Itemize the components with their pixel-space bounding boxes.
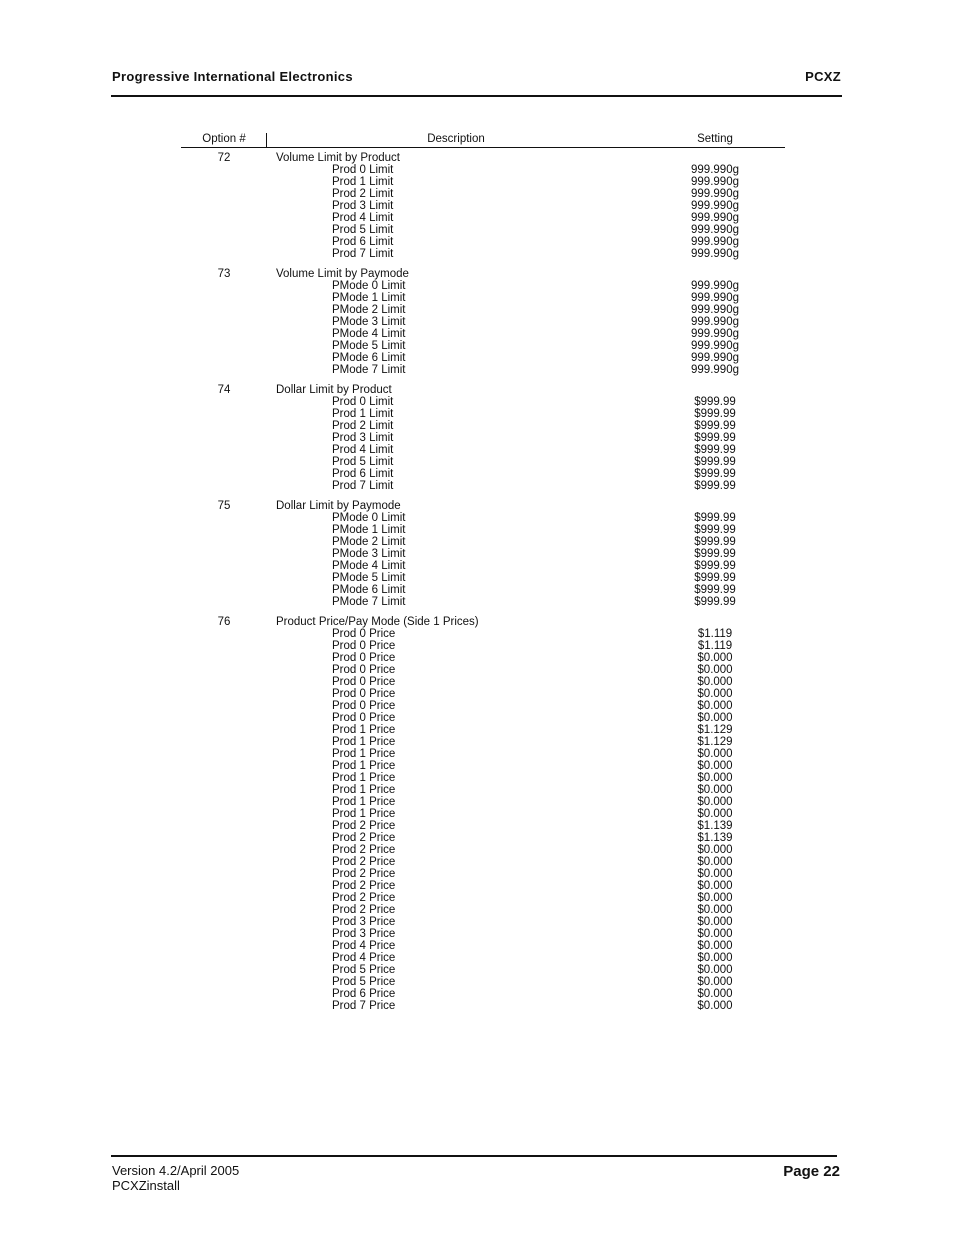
setting-value: $0.000 (697, 712, 733, 724)
option-group (0, 268, 954, 376)
setting-value: 999.990g (691, 364, 739, 376)
option-title: Product Price/Pay Mode (Side 1 Prices) (276, 616, 479, 628)
setting-value: $0.000 (697, 844, 733, 856)
option-title-row (0, 616, 954, 628)
setting-label: Prod 5 Price (332, 964, 396, 976)
setting-row (0, 892, 954, 904)
setting-row (0, 328, 954, 340)
setting-label: PMode 1 Limit (332, 292, 406, 304)
setting-value: 999.990g (691, 200, 739, 212)
setting-row (0, 700, 954, 712)
footer-info (112, 1163, 239, 1193)
setting-label: PMode 6 Limit (332, 352, 406, 364)
setting-label: PMode 5 Limit (332, 340, 406, 352)
setting-value: 999.990g (691, 280, 739, 292)
setting-label: PMode 5 Limit (332, 572, 406, 584)
setting-label: Prod 1 Price (332, 772, 396, 784)
setting-value: 999.990g (691, 352, 739, 364)
setting-value: $0.000 (697, 952, 733, 964)
setting-value: $999.99 (694, 512, 736, 524)
header-rule (111, 95, 842, 97)
setting-label: Prod 4 Limit (332, 444, 394, 456)
setting-label: PMode 4 Limit (332, 328, 406, 340)
setting-label: PMode 3 Limit (332, 548, 406, 560)
setting-value: 999.990g (691, 176, 739, 188)
setting-label: Prod 2 Limit (332, 188, 394, 200)
setting-label: Prod 1 Limit (332, 176, 394, 188)
setting-value: 999.990g (691, 328, 739, 340)
setting-value: $999.99 (694, 408, 736, 420)
setting-label: PMode 0 Limit (332, 512, 406, 524)
column-header-setting: Setting (697, 133, 733, 145)
setting-row (0, 880, 954, 892)
option-title-row (0, 500, 954, 512)
setting-row (0, 940, 954, 952)
setting-value: $999.99 (694, 444, 736, 456)
setting-value: $0.000 (697, 964, 733, 976)
setting-value: 999.990g (691, 292, 739, 304)
option-title-row (0, 268, 954, 280)
setting-value: $0.000 (697, 664, 733, 676)
setting-label: Prod 2 Price (332, 904, 396, 916)
setting-row (0, 664, 954, 676)
setting-row (0, 512, 954, 524)
setting-row (0, 548, 954, 560)
option-group (0, 616, 954, 1012)
setting-value: $0.000 (697, 784, 733, 796)
setting-label: Prod 7 Price (332, 1000, 396, 1012)
setting-label: Prod 1 Price (332, 784, 396, 796)
setting-value: $999.99 (694, 560, 736, 572)
setting-label: Prod 1 Price (332, 760, 396, 772)
setting-row (0, 584, 954, 596)
setting-value: $0.000 (697, 772, 733, 784)
setting-row (0, 408, 954, 420)
setting-value: $999.99 (694, 596, 736, 608)
setting-row (0, 736, 954, 748)
setting-row (0, 340, 954, 352)
options-table (0, 152, 954, 1020)
setting-value: $0.000 (697, 892, 733, 904)
setting-value: $999.99 (694, 432, 736, 444)
setting-value: $0.000 (697, 856, 733, 868)
setting-value: $999.99 (694, 456, 736, 468)
setting-value: $999.99 (694, 468, 736, 480)
setting-row (0, 856, 954, 868)
setting-value: $1.129 (697, 736, 733, 748)
setting-value: $0.000 (697, 652, 733, 664)
setting-value: $999.99 (694, 536, 736, 548)
setting-value: $1.119 (697, 640, 733, 652)
setting-value: 999.990g (691, 188, 739, 200)
setting-row (0, 832, 954, 844)
setting-label: Prod 2 Price (332, 820, 396, 832)
footer-rule (111, 1155, 837, 1157)
option-number: 75 (217, 500, 231, 512)
setting-value: $0.000 (697, 880, 733, 892)
option-number: 76 (217, 616, 231, 628)
setting-row (0, 988, 954, 1000)
setting-value: $999.99 (694, 572, 736, 584)
setting-label: Prod 0 Price (332, 628, 396, 640)
setting-value: 999.990g (691, 316, 739, 328)
column-header-rule-right (267, 147, 785, 148)
setting-label: Prod 0 Price (332, 712, 396, 724)
setting-label: Prod 4 Price (332, 940, 396, 952)
setting-label: Prod 1 Price (332, 724, 396, 736)
setting-value: $0.000 (697, 676, 733, 688)
setting-row (0, 456, 954, 468)
setting-label: Prod 5 Limit (332, 224, 394, 236)
setting-value: $0.000 (697, 904, 733, 916)
setting-row (0, 976, 954, 988)
setting-label: Prod 7 Limit (332, 248, 394, 260)
setting-value: $1.119 (697, 628, 733, 640)
setting-row (0, 784, 954, 796)
option-title: Volume Limit by Product (276, 152, 401, 164)
setting-row (0, 396, 954, 408)
setting-label: Prod 2 Price (332, 868, 396, 880)
setting-value: $0.000 (697, 940, 733, 952)
setting-row (0, 248, 954, 260)
setting-label: Prod 0 Price (332, 652, 396, 664)
setting-value: $999.99 (694, 480, 736, 492)
setting-value: $0.000 (697, 700, 733, 712)
header-product: PCXZ (805, 69, 841, 84)
setting-row (0, 572, 954, 584)
setting-label: Prod 2 Price (332, 832, 396, 844)
option-title-row (0, 384, 954, 396)
setting-value: $0.000 (697, 988, 733, 1000)
option-group (0, 500, 954, 608)
setting-label: Prod 0 Price (332, 676, 396, 688)
setting-value: $1.139 (697, 832, 733, 844)
setting-label: Prod 2 Price (332, 892, 396, 904)
setting-label: Prod 1 Price (332, 796, 396, 808)
setting-label: Prod 6 Price (332, 988, 396, 1000)
setting-row (0, 628, 954, 640)
setting-label: Prod 3 Limit (332, 432, 394, 444)
setting-row (0, 928, 954, 940)
setting-value: 999.990g (691, 340, 739, 352)
setting-row (0, 820, 954, 832)
option-title: Volume Limit by Paymode (276, 268, 409, 280)
setting-row (0, 212, 954, 224)
setting-label: Prod 6 Limit (332, 236, 394, 248)
setting-row (0, 420, 954, 432)
footer-page-number: Page 22 (783, 1163, 840, 1180)
setting-value: $999.99 (694, 584, 736, 596)
setting-row (0, 796, 954, 808)
option-title-row (0, 152, 954, 164)
setting-row (0, 868, 954, 880)
setting-label: PMode 3 Limit (332, 316, 406, 328)
setting-value: $0.000 (697, 796, 733, 808)
option-group (0, 384, 954, 492)
setting-label: Prod 2 Limit (332, 420, 394, 432)
setting-label: Prod 0 Price (332, 664, 396, 676)
setting-label: PMode 1 Limit (332, 524, 406, 536)
option-number: 73 (217, 268, 231, 280)
setting-value: 999.990g (691, 224, 739, 236)
setting-value: $1.129 (697, 724, 733, 736)
setting-label: Prod 5 Limit (332, 456, 394, 468)
setting-row (0, 652, 954, 664)
setting-row (0, 596, 954, 608)
column-header-rule-left (181, 147, 267, 148)
setting-label: Prod 6 Limit (332, 468, 394, 480)
setting-label: PMode 4 Limit (332, 560, 406, 572)
setting-row (0, 316, 954, 328)
setting-label: Prod 1 Price (332, 736, 396, 748)
setting-row (0, 772, 954, 784)
setting-row (0, 808, 954, 820)
footer-doc-name: PCXZinstall (112, 1178, 180, 1193)
setting-value: 999.990g (691, 212, 739, 224)
setting-label: Prod 4 Limit (332, 212, 394, 224)
option-title: Dollar Limit by Product (276, 384, 392, 396)
setting-label: PMode 0 Limit (332, 280, 406, 292)
setting-row (0, 1000, 954, 1012)
setting-row (0, 176, 954, 188)
setting-row (0, 688, 954, 700)
setting-row (0, 292, 954, 304)
setting-value: $0.000 (697, 688, 733, 700)
column-header-description: Description (427, 133, 485, 145)
setting-value: $0.000 (697, 1000, 733, 1012)
setting-label: Prod 0 Price (332, 640, 396, 652)
setting-label: Prod 0 Limit (332, 396, 394, 408)
setting-row (0, 188, 954, 200)
option-title: Dollar Limit by Paymode (276, 500, 401, 512)
setting-label: Prod 1 Limit (332, 408, 394, 420)
setting-row (0, 952, 954, 964)
header-company: Progressive International Electronics (112, 69, 353, 84)
setting-row (0, 364, 954, 376)
setting-value: $0.000 (697, 928, 733, 940)
setting-value: $0.000 (697, 760, 733, 772)
setting-row (0, 304, 954, 316)
setting-value: 999.990g (691, 304, 739, 316)
setting-label: Prod 1 Price (332, 748, 396, 760)
setting-label: Prod 5 Price (332, 976, 396, 988)
setting-label: Prod 2 Price (332, 844, 396, 856)
setting-label: Prod 0 Price (332, 688, 396, 700)
option-group (0, 152, 954, 260)
setting-row (0, 352, 954, 364)
setting-value: $0.000 (697, 808, 733, 820)
setting-row (0, 444, 954, 456)
setting-label: PMode 7 Limit (332, 596, 406, 608)
setting-label: Prod 3 Price (332, 928, 396, 940)
setting-row (0, 224, 954, 236)
setting-label: Prod 3 Limit (332, 200, 394, 212)
setting-value: $999.99 (694, 420, 736, 432)
setting-value: $999.99 (694, 396, 736, 408)
setting-label: PMode 2 Limit (332, 536, 406, 548)
setting-row (0, 964, 954, 976)
setting-row (0, 640, 954, 652)
setting-row (0, 676, 954, 688)
setting-value: $0.000 (697, 976, 733, 988)
column-header-divider (266, 133, 267, 148)
setting-row (0, 280, 954, 292)
setting-value: $1.139 (697, 820, 733, 832)
setting-row (0, 712, 954, 724)
setting-row (0, 560, 954, 572)
setting-row (0, 844, 954, 856)
setting-row (0, 200, 954, 212)
option-number: 72 (217, 152, 231, 164)
setting-value: $999.99 (694, 548, 736, 560)
setting-row (0, 432, 954, 444)
setting-label: Prod 1 Price (332, 808, 396, 820)
setting-label: Prod 0 Price (332, 700, 396, 712)
setting-value: $0.000 (697, 868, 733, 880)
footer-version: Version 4.2/April 2005 (112, 1163, 240, 1178)
setting-value: 999.990g (691, 248, 739, 260)
setting-row (0, 524, 954, 536)
setting-row (0, 480, 954, 492)
setting-row (0, 536, 954, 548)
setting-row (0, 760, 954, 772)
setting-label: Prod 0 Limit (332, 164, 394, 176)
setting-label: Prod 3 Price (332, 916, 396, 928)
setting-label: PMode 7 Limit (332, 364, 406, 376)
setting-label: Prod 2 Price (332, 880, 396, 892)
setting-value: $0.000 (697, 916, 733, 928)
setting-row (0, 748, 954, 760)
setting-row (0, 468, 954, 480)
setting-label: Prod 4 Price (332, 952, 396, 964)
setting-label: PMode 2 Limit (332, 304, 406, 316)
setting-label: PMode 6 Limit (332, 584, 406, 596)
setting-row (0, 236, 954, 248)
setting-value: 999.990g (691, 164, 739, 176)
setting-label: Prod 2 Price (332, 856, 396, 868)
setting-row (0, 164, 954, 176)
setting-row (0, 904, 954, 916)
setting-value: $0.000 (697, 748, 733, 760)
setting-value: $999.99 (694, 524, 736, 536)
setting-label: Prod 7 Limit (332, 480, 394, 492)
option-number: 74 (217, 384, 231, 396)
column-header-option: Option # (202, 133, 246, 145)
setting-row (0, 724, 954, 736)
setting-value: 999.990g (691, 236, 739, 248)
setting-row (0, 916, 954, 928)
